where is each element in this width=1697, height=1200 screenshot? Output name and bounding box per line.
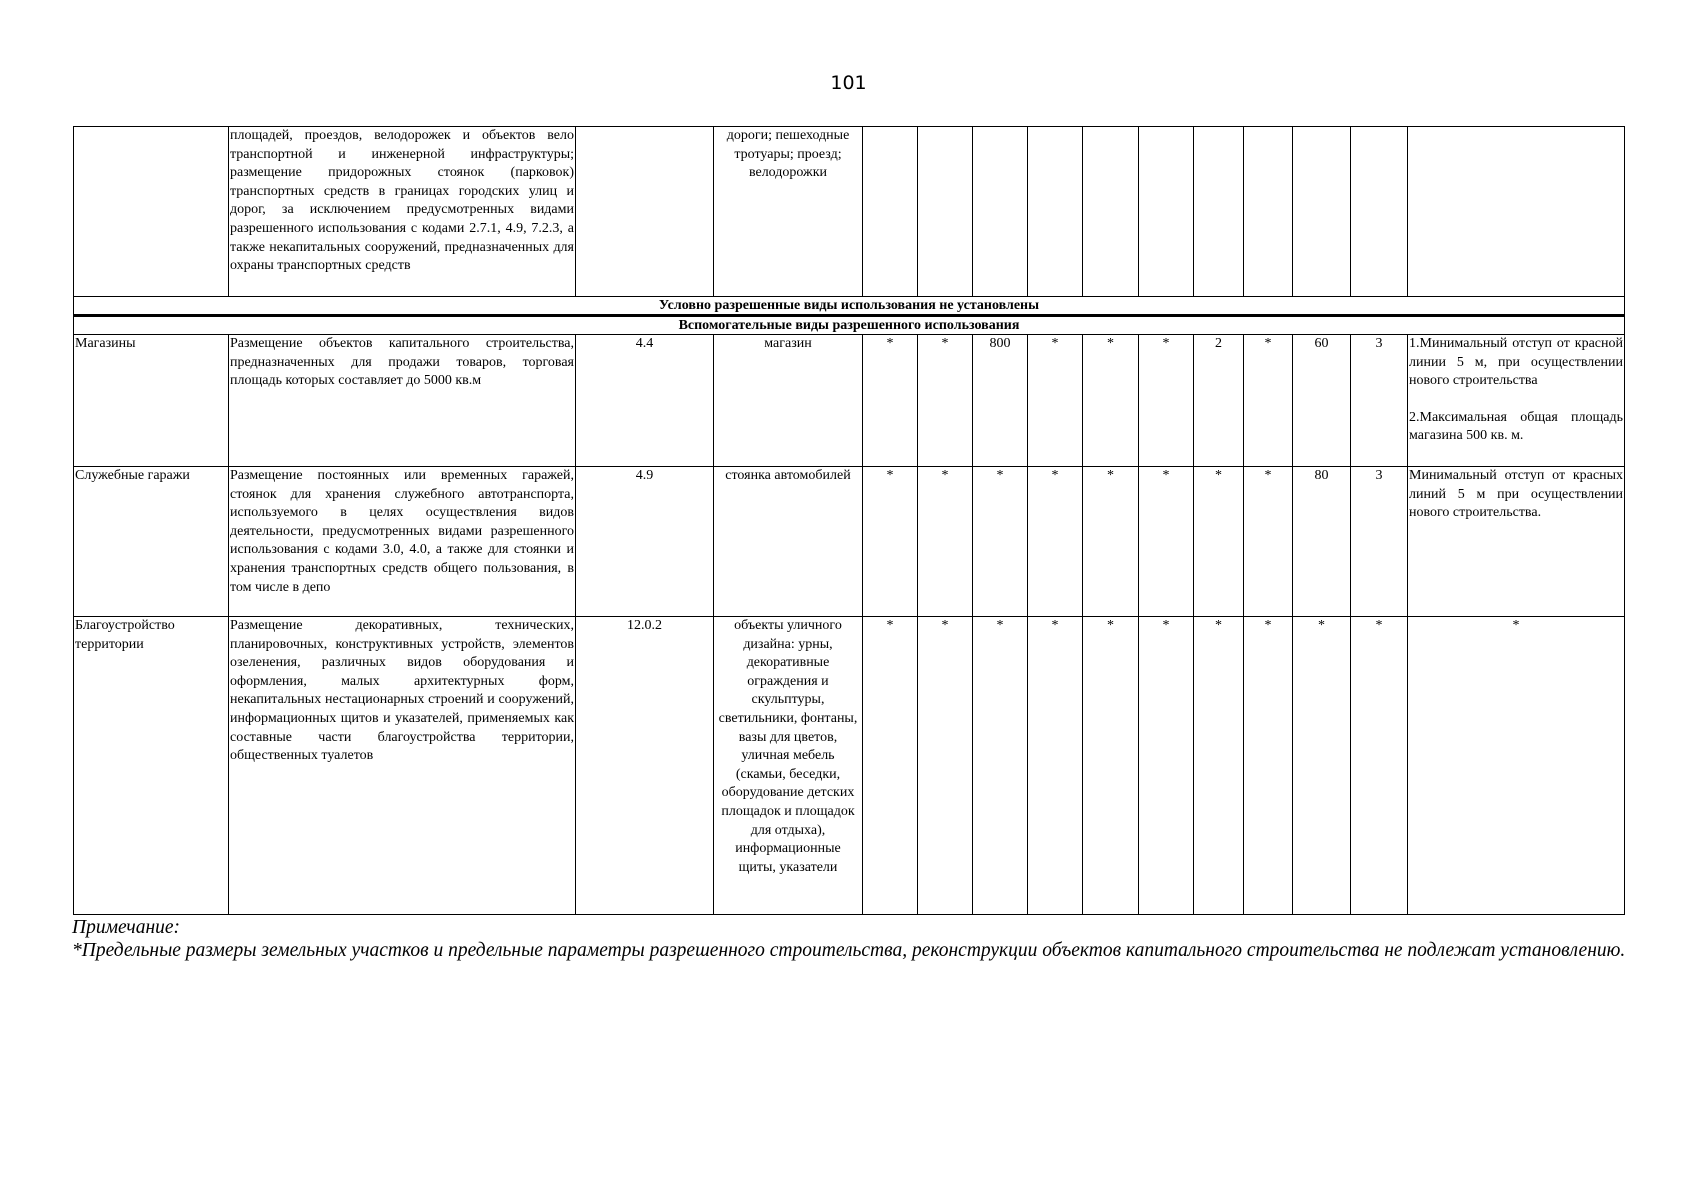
param-cell: 2	[1194, 335, 1244, 467]
footnote-title: Примечание:	[72, 917, 181, 938]
table-row	[74, 467, 1625, 617]
footnote	[72, 916, 1632, 962]
param-cell: *	[1139, 617, 1194, 915]
param-cell	[1028, 127, 1083, 297]
land-use-table	[73, 126, 1625, 915]
section-row	[74, 297, 1625, 316]
page-number: 101	[830, 72, 867, 94]
param-cell: *	[1083, 467, 1139, 617]
param-cell: *	[1139, 335, 1194, 467]
param-cell: *	[1083, 335, 1139, 467]
table-row	[74, 127, 1625, 297]
use-description-cell: Размещение объектов капитального строительства, предназначенных для продажи товаров, торговая площадь которых составляет до 5000 кв.м	[229, 335, 576, 467]
param-cell	[1293, 127, 1351, 297]
param-cell	[1083, 127, 1139, 297]
use-code-cell: 12.0.2	[576, 617, 714, 915]
param-cell: *	[1028, 467, 1083, 617]
notes-cell	[1408, 127, 1625, 297]
param-cell: 3	[1351, 335, 1408, 467]
permitted-objects-cell: дороги; пешеходные тротуары; проезд; велодорожки	[714, 127, 863, 297]
param-cell: *	[1194, 617, 1244, 915]
param-cell: *	[863, 335, 918, 467]
param-cell	[863, 127, 918, 297]
param-cell: *	[1028, 335, 1083, 467]
use-code-cell: 4.4	[576, 335, 714, 467]
param-cell	[918, 127, 973, 297]
table-row	[74, 617, 1625, 915]
param-cell: *	[1139, 467, 1194, 617]
notes-cell	[1408, 335, 1625, 467]
footnote-text: *Предельные размеры земельных участков и предельные параметры разрешенного строительства, реконструкции объектов капитального строительства не подлежат установлению.	[72, 940, 1626, 961]
param-cell: *	[1351, 617, 1408, 915]
note-item: 1.Минимальный отступ от красной линии 5 м, при осуществлении нового строительства	[1409, 336, 1623, 389]
use-name-cell	[74, 127, 229, 297]
use-name-cell: Благоустройство территории	[74, 617, 229, 915]
use-name-cell: Служебные гаражи	[74, 467, 229, 617]
param-cell: *	[863, 617, 918, 915]
notes-cell: *	[1408, 617, 1625, 915]
param-cell	[1194, 127, 1244, 297]
param-cell: *	[918, 467, 973, 617]
param-cell: *	[1244, 617, 1293, 915]
param-cell: *	[1194, 467, 1244, 617]
param-cell: 800	[973, 335, 1028, 467]
use-description-cell: Размещение декоративных, технических, планировочных, конструктивных устройств, элементов озеленения, различных видов оборудования и оформления, малых архитектурных форм, некапитальных нестационарных строений и сооружений, информационных щитов и указателей, применяемых как составные части благоустройства территории, общественных туалетов	[229, 617, 576, 915]
table-row	[74, 335, 1625, 467]
param-cell: *	[973, 617, 1028, 915]
param-cell: 3	[1351, 467, 1408, 617]
param-cell: *	[1244, 335, 1293, 467]
param-cell: *	[863, 467, 918, 617]
permitted-objects-cell: магазин	[714, 335, 863, 467]
param-cell: *	[918, 617, 973, 915]
permitted-objects-cell: стоянка автомобилей	[714, 467, 863, 617]
param-cell: *	[1083, 617, 1139, 915]
param-cell: *	[1293, 617, 1351, 915]
notes-cell: Минимальный отступ от красных линий 5 м при осуществлении нового строительства.	[1408, 467, 1625, 617]
use-code-cell: 4.9	[576, 467, 714, 617]
section-heading-auxiliary: Вспомогательные виды разрешенного использования	[74, 316, 1625, 335]
param-cell: 80	[1293, 467, 1351, 617]
param-cell	[973, 127, 1028, 297]
param-cell: *	[918, 335, 973, 467]
use-name-cell: Магазины	[74, 335, 229, 467]
section-row	[74, 316, 1625, 335]
use-code-cell	[576, 127, 714, 297]
permitted-objects-cell: объекты уличного дизайна: урны, декоративные ограждения и скульптуры, светильники, фонтаны, вазы для цветов, уличная мебель (скамьи, беседки, оборудование детских площадок и площадок для отдыха), информационные щиты, указатели	[714, 617, 863, 915]
use-description-cell: Размещение постоянных или временных гаражей, стоянок для хранения служебного автотранспорта, используемого в целях осуществления видов деятельности, предусмотренных видами разрешенного использования с кодами 3.0, 4.0, а также для стоянки и хранения транспортных средств общего пользования, в том числе в депо	[229, 467, 576, 617]
param-cell	[1244, 127, 1293, 297]
param-cell: *	[1028, 617, 1083, 915]
param-cell	[1351, 127, 1408, 297]
section-heading-conditional: Условно разрешенные виды использования не установлены	[74, 297, 1625, 316]
param-cell: *	[973, 467, 1028, 617]
param-cell: 60	[1293, 335, 1351, 467]
param-cell	[1139, 127, 1194, 297]
note-item: 2.Максимальная общая площадь магазина 500 кв. м.	[1409, 409, 1623, 444]
use-description-cell: площадей, проездов, велодорожек и объектов вело транспортной и инженерной инфраструктуры; размещение придорожных стоянок (парковок) транспортных средств в границах городских улиц и дорог, за исключением предусмотренных видами разрешенного использования с кодами 2.7.1, 4.9, 7.2.3, а также некапитальных сооружений, предназначенных для охраны транспортных средств	[229, 127, 576, 297]
param-cell: *	[1244, 467, 1293, 617]
